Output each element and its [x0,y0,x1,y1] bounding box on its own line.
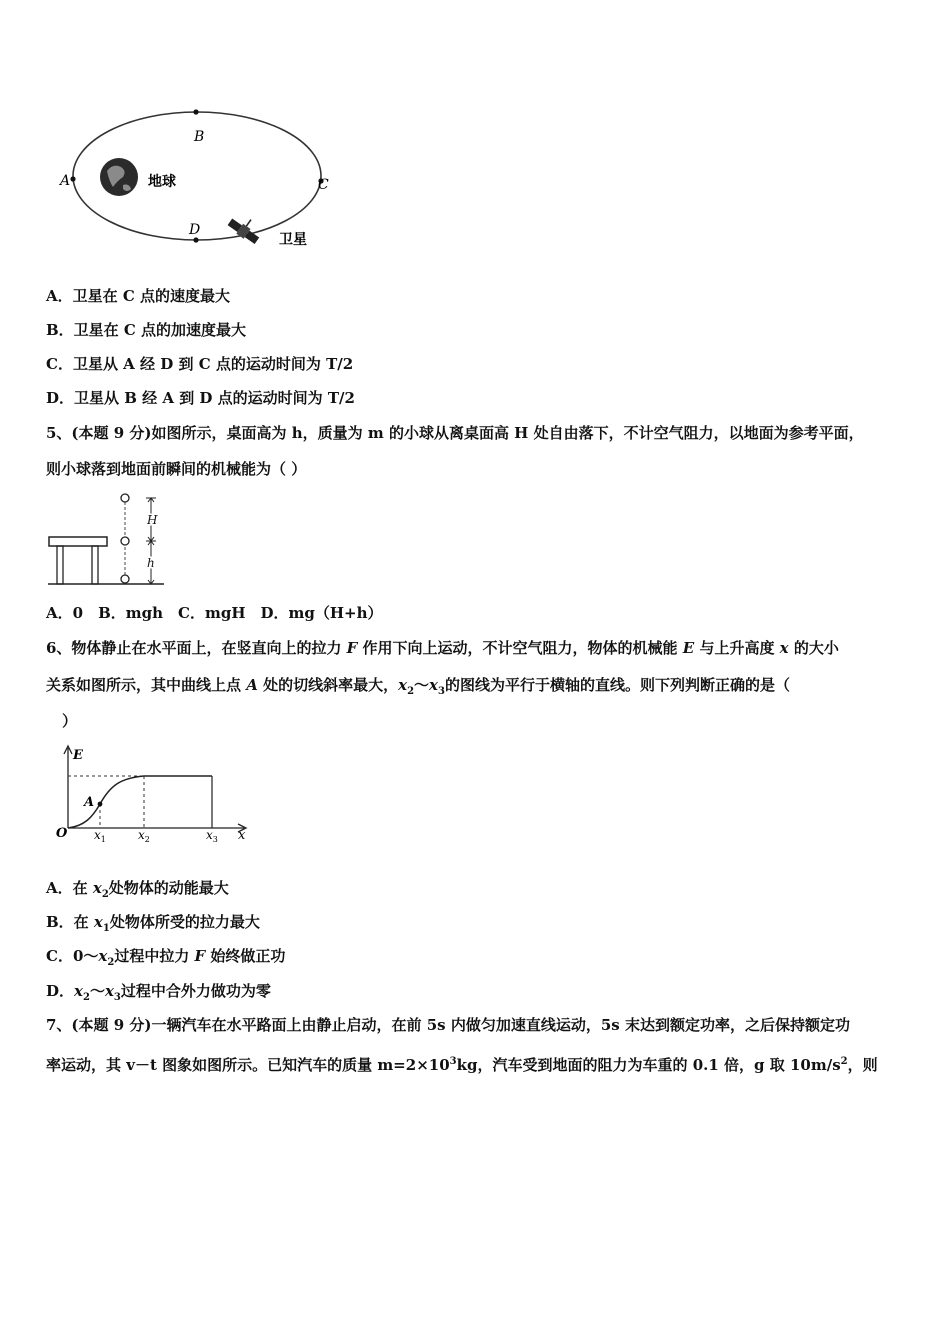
q7-sup-3: 3 [449,1056,457,1067]
q6-d-sub1: 2 [82,992,90,1003]
label-d: D [189,222,201,238]
q6-var-F: F [346,639,358,657]
q7-line2 [46,1052,878,1075]
label-a: A [60,173,71,189]
table-leg-right [92,546,98,584]
q6-b-var: x [93,913,103,931]
label-h: h [147,556,155,570]
label-O: O [56,826,68,841]
q4-option-b: B．卫星在 C 点的加速度最大 [46,321,247,339]
q6-var-E: E [682,639,695,657]
label-A: A [84,795,95,810]
label-b: B [194,129,205,145]
q7-line2-a: 率运动，其 v－t 图象如图所示。已知汽车的质量 m=2×10 [46,1056,450,1074]
q6-d-var1: x [74,982,83,1000]
q6-d-pre: D． [46,982,75,1000]
q6-a-sub: 2 [101,889,109,900]
q6-line2 [46,675,790,702]
satellite-icon [226,210,265,245]
label-x-axis: x [238,828,246,842]
label-x2: $x_2$ [138,828,150,842]
label-c: C [318,177,329,193]
q6-line2-b: 处的切线斜率最大， [257,676,399,694]
energy-height-graph [54,742,254,842]
q4-option-d: D．卫星从 B 经 A 到 D 点的运动时间为 T/2 [46,389,355,407]
point-d-dot [193,237,198,242]
ball-top [121,494,129,502]
q6-c-var: x [98,947,108,965]
q6-c-pre: C．0～ [46,947,99,965]
q6-c-F: F [194,947,206,965]
q6-line1-b: 作用下向上运动，不计空气阻力，物体的机械能 [357,639,683,657]
q6-var-x3: x [429,676,438,694]
q6-line3: ） [62,712,78,730]
q6-sub-3: 3 [438,686,445,697]
q7-line1: 7、(本题 9 分)一辆汽车在水平路面上由静止启动，在前 5s 内做匀加速直线运动，5s 末达到额定功率，之后保持额定功 [46,1016,850,1034]
label-H: H [147,513,158,527]
q6-d-sub2: 3 [113,992,121,1003]
point-a-dot [70,176,75,181]
q6-sub-2: 2 [407,686,415,697]
q4-option-a: A．卫星在 C 点的速度最大 [46,287,231,305]
q6-d-var2: x [104,982,114,1000]
q4-option-c: C．卫星从 A 经 D 到 C 点的运动时间为 T/2 [46,355,354,373]
q6-line2-a: 关系如图所示，其中曲线上点 [46,676,247,694]
q6-b-sub: 1 [102,923,110,934]
q7-line2-b: kg，汽车受到地面的阻力为车重的 0.1 倍，g 取 10m/s [456,1056,841,1074]
q6-c-sub: 2 [107,957,115,968]
q6-a-pre: A．在 [46,879,93,897]
table-leg-left [57,546,63,584]
q6-line1 [46,638,839,658]
q6-b-pre: B．在 [46,913,94,931]
q6-c-post: 始终做正功 [205,947,286,965]
q6-option-d [46,981,271,1008]
table-top [49,537,107,546]
orbit-figure [55,105,345,255]
ball-middle [121,537,129,545]
q6-c-mid: 过程中拉力 [114,947,195,965]
q6-a-post: 处物体的动能最大 [108,879,229,897]
q6-line1-a: 6、物体静止在水平面上，在竖直向上的拉力 [46,639,347,657]
point-b-dot [193,109,198,114]
q6-var-x: x [779,639,789,657]
q6-d-tilde: ～ [89,982,105,1000]
label-x3: $x_3$ [206,828,218,842]
q6-b-post: 处物体所受的拉力最大 [109,913,260,931]
q6-line1-c: 与上升高度 [694,639,780,657]
q6-a-var: x [92,879,102,897]
ball-bottom [121,575,129,583]
earth-label: 地球 [148,174,176,190]
q7-sup-2: 2 [840,1056,848,1067]
q6-line1-d: 的大小 [788,639,839,657]
q5-stem-line1: 5、(本题 9 分)如图所示，桌面高为 h，质量为 m 的小球从离桌面高 H 处自由落下，不计空气阻力，以地面为参考平面， [46,424,864,442]
label-E: E [73,748,83,763]
q5-options: A．0 B．mgh C．mgH D．mg（H+h） [46,604,383,622]
q6-d-post: 过程中合外力做功为零 [120,982,271,1000]
q6-var-x2: x [398,676,408,694]
q6-option-b [46,912,260,939]
table-ball-figure [46,490,171,588]
point-A-dot [98,802,103,807]
q6-tilde: ～ [414,676,430,694]
q7-line2-c: ，则 [847,1056,878,1074]
q6-option-c [46,946,285,973]
energy-curve [68,776,144,828]
q6-var-A: A [246,676,258,694]
q6-option-a [46,878,229,905]
q5-stem-line2: 则小球落到地面前瞬间的机械能为（ ） [46,460,307,478]
label-x1: $x_1$ [94,828,106,842]
q6-line2-c: 的图线为平行于横轴的直线。则下列判断正确的是（ [444,676,790,694]
satellite-label: 卫星 [279,232,307,248]
